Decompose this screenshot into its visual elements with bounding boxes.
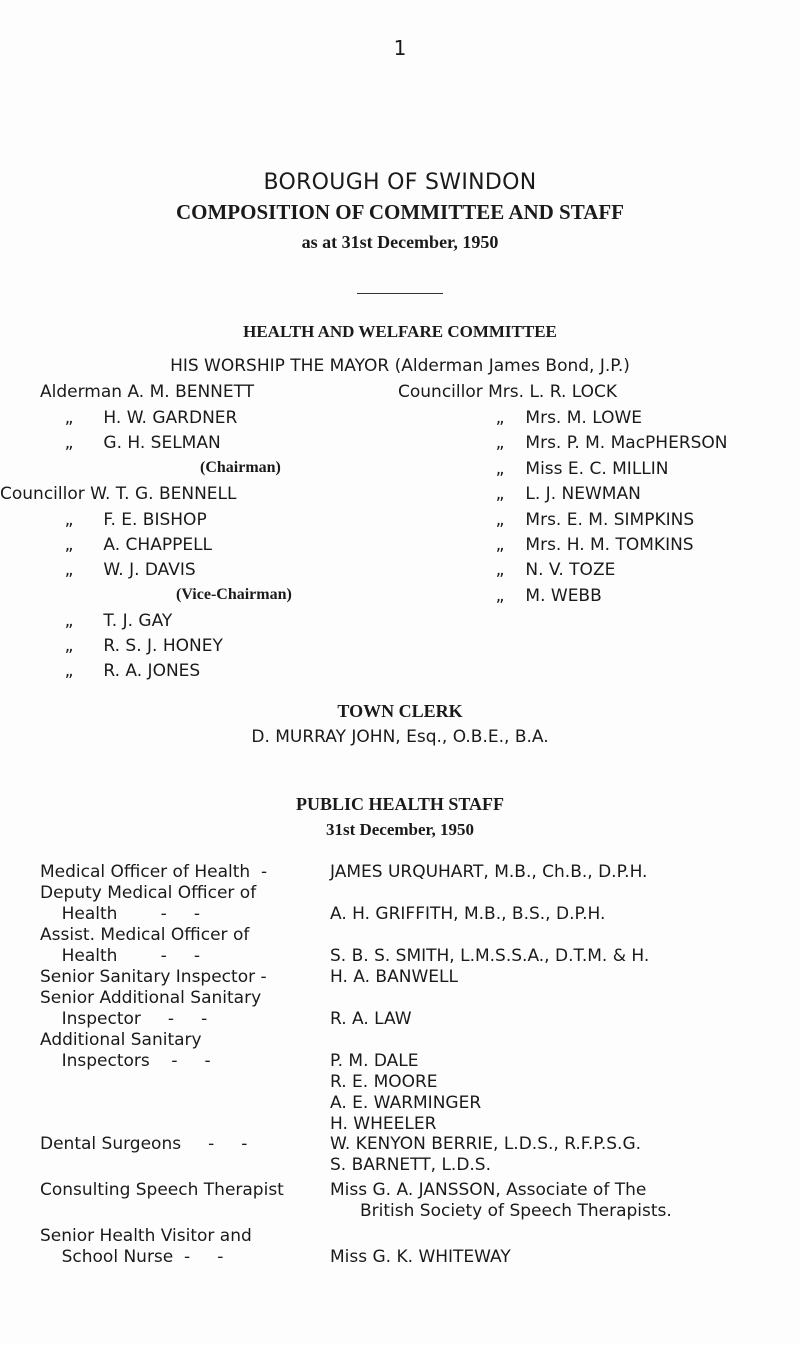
staff-name: Miss G. A. JANSSON, Associate of The — [330, 1180, 647, 1200]
member-name: L. J. NEWMAN — [525, 484, 641, 504]
member-name: H. W. GARDNER — [103, 408, 238, 428]
ditto-mark: „ — [64, 560, 74, 580]
staff-name: H. WHEELER — [330, 1114, 437, 1134]
committee-title: HEALTH AND WELFARE COMMITTEE — [243, 322, 557, 341]
staff-role: Consulting Speech Therapist — [40, 1180, 284, 1200]
committee-member — [40, 661, 200, 681]
committee-member — [40, 636, 223, 656]
staff-name: A. H. GRIFFITH, M.B., B.S., D.P.H. — [330, 904, 606, 924]
staff-name: S. BARNETT, L.D.S. — [330, 1155, 492, 1175]
staff-role: Health - - — [40, 946, 200, 966]
member-title: Councillor — [0, 484, 85, 504]
staff-name: P. M. DALE — [330, 1051, 419, 1071]
staff-role: Health - - — [40, 904, 200, 924]
page-number: 1 — [393, 36, 407, 60]
committee-member — [40, 408, 237, 428]
borough-title: BOROUGH OF SWINDON — [263, 170, 537, 195]
committee-member — [40, 382, 254, 402]
member-name: Mrs. M. LOWE — [525, 408, 642, 428]
staff-name: H. A. BANWELL — [330, 967, 458, 987]
committee-member — [480, 535, 694, 555]
document-title: COMPOSITION OF COMMITTEE AND STAFF — [175, 200, 625, 224]
staff-title: PUBLIC HEALTH STAFF — [295, 794, 505, 814]
committee-member — [480, 560, 615, 580]
staff-role: Additional Sanitary — [40, 1030, 202, 1050]
member-name: T. J. GAY — [103, 611, 173, 631]
staff-role: Senior Sanitary Inspector - — [40, 967, 267, 987]
staff-role: Medical Officer of Health - — [40, 862, 268, 882]
town-clerk-name: D. MURRAY JOHN, Esq., O.B.E., B.A. — [251, 727, 549, 747]
staff-name: British Society of Speech Therapists. — [360, 1201, 672, 1221]
member-name: M. WEBB — [525, 586, 602, 606]
staff-name: Miss G. K. WHITEWAY — [330, 1247, 511, 1267]
staff-role: Deputy Medical Officer of — [40, 883, 257, 903]
committee-member — [0, 484, 236, 504]
staff-name: S. B. S. SMITH, L.M.S.S.A., D.T.M. & H. — [330, 946, 650, 966]
member-title: Alderman — [40, 382, 123, 402]
mayor-line: HIS WORSHIP THE MAYOR (Alderman James Bond, J.P.) — [170, 356, 630, 376]
member-name: W. J. DAVIS — [103, 560, 196, 580]
ditto-mark: „ — [495, 586, 505, 606]
document-date: as at 31st December, 1950 — [301, 232, 499, 252]
committee-member — [40, 560, 196, 580]
member-name: Mrs. E. M. SIMPKINS — [525, 510, 695, 530]
ditto-mark: „ — [495, 459, 505, 479]
staff-role: School Nurse - - — [40, 1247, 224, 1267]
staff-name: R. A. LAW — [330, 1009, 412, 1029]
section-divider — [357, 293, 443, 294]
staff-role: Assist. Medical Officer of — [40, 925, 250, 945]
committee-member — [480, 510, 694, 530]
member-name: A. M. BENNETT — [127, 382, 255, 402]
ditto-mark: „ — [64, 408, 74, 428]
ditto-mark: „ — [495, 560, 505, 580]
staff-date: 31st December, 1950 — [325, 820, 475, 839]
member-name: R. A. JONES — [103, 661, 201, 681]
member-name: Mrs. L. R. LOCK — [488, 382, 618, 402]
committee-member — [480, 459, 669, 479]
member-name: A. CHAPPELL — [103, 535, 213, 555]
committee-member — [40, 535, 212, 555]
ditto-mark: „ — [64, 433, 74, 453]
ditto-mark: „ — [495, 535, 505, 555]
staff-name: W. KENYON BERRIE, L.D.S., R.F.P.S.G. — [330, 1134, 642, 1154]
staff-role: Dental Surgeons - - — [40, 1134, 248, 1154]
ditto-mark: „ — [495, 408, 505, 428]
committee-member — [480, 408, 642, 428]
member-title: Councillor — [398, 382, 483, 402]
staff-role: Inspectors - - — [40, 1051, 211, 1071]
committee-member — [40, 611, 172, 631]
committee-member — [40, 510, 207, 530]
ditto-mark: „ — [64, 661, 74, 681]
committee-member — [480, 484, 641, 504]
member-name: W. T. G. BENNELL — [90, 484, 237, 504]
staff-name: R. E. MOORE — [330, 1072, 438, 1092]
member-name: N. V. TOZE — [525, 560, 616, 580]
member-name: Mrs. H. M. TOMKINS — [525, 535, 694, 555]
staff-role: Senior Health Visitor and — [40, 1226, 252, 1246]
chairman-role: (Chairman) — [200, 459, 281, 476]
committee-member — [480, 433, 728, 453]
ditto-mark: „ — [495, 510, 505, 530]
member-name: F. E. BISHOP — [103, 510, 207, 530]
staff-name: JAMES URQUHART, M.B., Ch.B., D.P.H. — [330, 862, 648, 882]
ditto-mark: „ — [64, 636, 74, 656]
staff-name: A. E. WARMINGER — [330, 1093, 482, 1113]
vice-chairman-role: (Vice-Chairman) — [176, 586, 292, 603]
ditto-mark: „ — [64, 535, 74, 555]
staff-role: Inspector - - — [40, 1009, 208, 1029]
committee-member — [398, 382, 617, 402]
ditto-mark: „ — [64, 510, 74, 530]
member-name: G. H. SELMAN — [103, 433, 221, 453]
ditto-mark: „ — [495, 484, 505, 504]
ditto-mark: „ — [495, 433, 505, 453]
town-clerk-title: TOWN CLERK — [337, 701, 463, 721]
member-name: Mrs. P. M. MacPHERSON — [525, 433, 728, 453]
staff-role: Senior Additional Sanitary — [40, 988, 262, 1008]
member-name: Miss E. C. MILLIN — [525, 459, 669, 479]
committee-member — [480, 586, 602, 606]
member-name: R. S. J. HONEY — [103, 636, 223, 656]
committee-member — [40, 433, 221, 453]
ditto-mark: „ — [64, 611, 74, 631]
